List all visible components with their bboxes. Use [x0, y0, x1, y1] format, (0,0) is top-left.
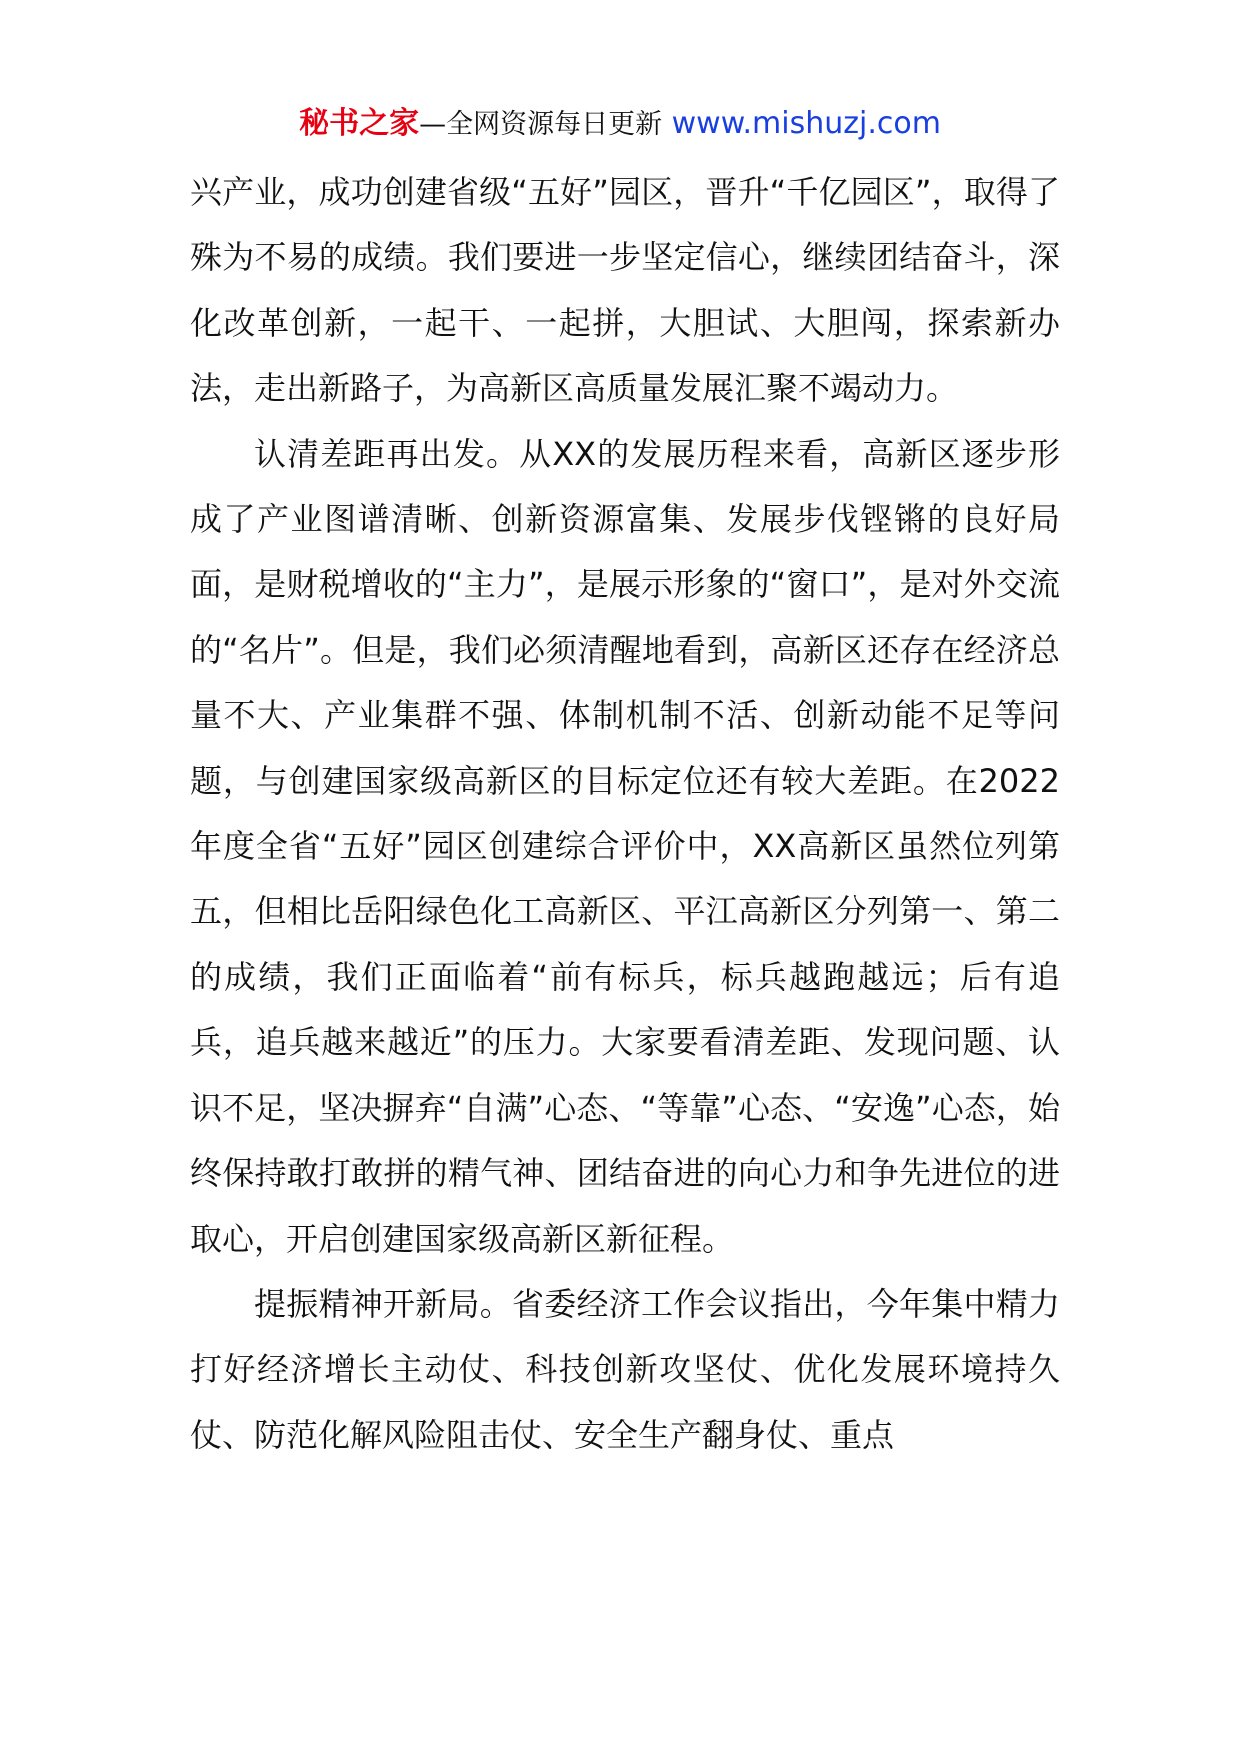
site-tagline: —全网资源每日更新	[419, 109, 663, 140]
paragraph-1: 兴产业，成功创建省级“五好”园区，晋升“千亿园区”，取得了殊为不易的成绩。我们要进一步坚定信心，继续团结奋斗，深化改革创新，一起干、一起拼，大胆试、大胆闯，探索新办法，走出新路子，为高新区高质量发展汇聚不竭动力。	[190, 173, 1060, 408]
site-header	[0, 100, 1240, 149]
paragraph-3: 提振精神开新局。省委经济工作会议指出，今年集中精力打好经济增长主动仗、科技创新攻坚仗、优化发展环境持久仗、防范化解风险阻击仗、安全生产翻身仗、重点	[190, 1284, 1060, 1454]
site-brand: 秘书之家	[299, 106, 420, 141]
document-body	[190, 160, 1060, 1468]
paragraph-2: 认清差距再出发。从XX的发展历程来看，高新区逐步形成了产业图谱清晰、创新资源富集、发展步伐铿锵的良好局面，是财税增收的“主力”，是展示形象的“窗口”，是对外交流的“名片”。但是，我们必须清醒地看到，高新区还存在经济总量不大、产业集群不强、体制机制不活、创新动能不足等问题，与创建国家级高新区的目标定位还有较大差距。在2022年度全省“五好”园区创建综合评价中，XX高新区虽然位列第五，但相比岳阳绿色化工高新区、平江高新区分列第一、第二的成绩，我们正面临着“前有标兵，标兵越跑越远；后有追兵，追兵越来越近”的压力。大家要看清差距、发现问题、认识不足，坚决摒弃“自满”心态、“等靠”心态、“安逸”心态，始终保持敢打敢拼的精气神、团结奋进的向心力和争先进位的进取心，开启创建国家级高新区新征程。	[190, 434, 1060, 1258]
site-url-link[interactable]: www.mishuzj.com	[671, 106, 941, 141]
